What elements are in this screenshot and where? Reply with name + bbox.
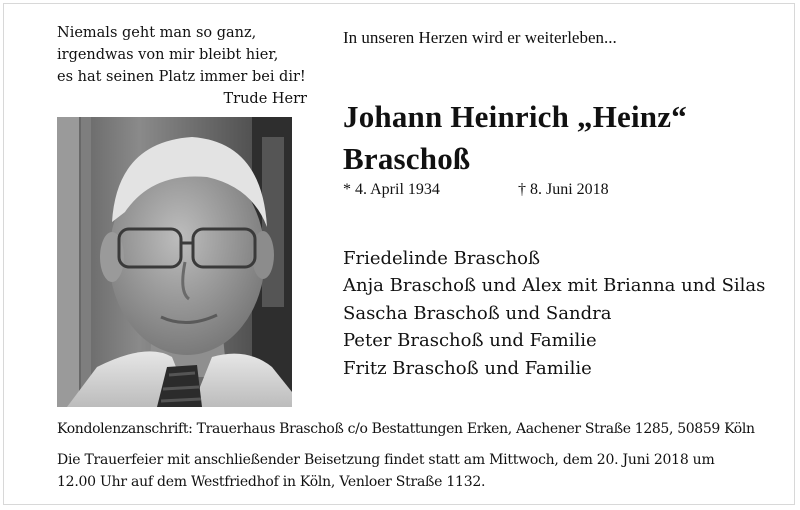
- condolence-address: Kondolenzanschrift: Trauerhaus Braschoß c/o Bestattungen Erken, Aachener Straße 1285, 50859 Köln: [57, 421, 755, 437]
- deceased-name-line2: Braschoß: [343, 141, 471, 176]
- mourner-name: Peter Braschoß und Familie: [343, 330, 597, 352]
- portrait-image: [57, 117, 292, 407]
- ceremony-info: [57, 449, 752, 493]
- mourner-name: Sascha Braschoß und Sandra: [343, 302, 612, 324]
- mourner-name: Anja Braschoß und Alex mit Brianna und Silas: [343, 275, 766, 297]
- mourner-name: Fritz Braschoß und Familie: [343, 357, 592, 379]
- deceased-name: [343, 96, 773, 180]
- poem-quote: [57, 22, 307, 110]
- birth-date: * 4. April 1934: [343, 181, 440, 198]
- poem-author: Trude Herr: [223, 91, 307, 107]
- poem-line: Niemals geht man so ganz,: [57, 25, 257, 41]
- portrait-photo: [57, 117, 292, 407]
- mourners-list: [343, 245, 765, 382]
- headline: In unseren Herzen wird er weiterleben...: [343, 28, 617, 47]
- deceased-name-line1: Johann Heinrich „Heinz“: [343, 99, 687, 134]
- death-date: † 8. Juni 2018: [518, 181, 609, 198]
- mourner-name: Friedelinde Braschoß: [343, 248, 541, 269]
- ceremony-line: 12.00 Uhr auf dem Westfriedhof in Köln, Venloer Straße 1132.: [57, 474, 486, 490]
- ceremony-line: Die Trauerfeier mit anschließender Beisetzung findet statt am Mittwoch, dem 20. Juni 2018 um: [57, 452, 715, 468]
- poem-line: es hat seinen Platz immer bei dir!: [57, 69, 306, 85]
- poem-line: irgendwas von mir bleibt hier,: [57, 47, 279, 63]
